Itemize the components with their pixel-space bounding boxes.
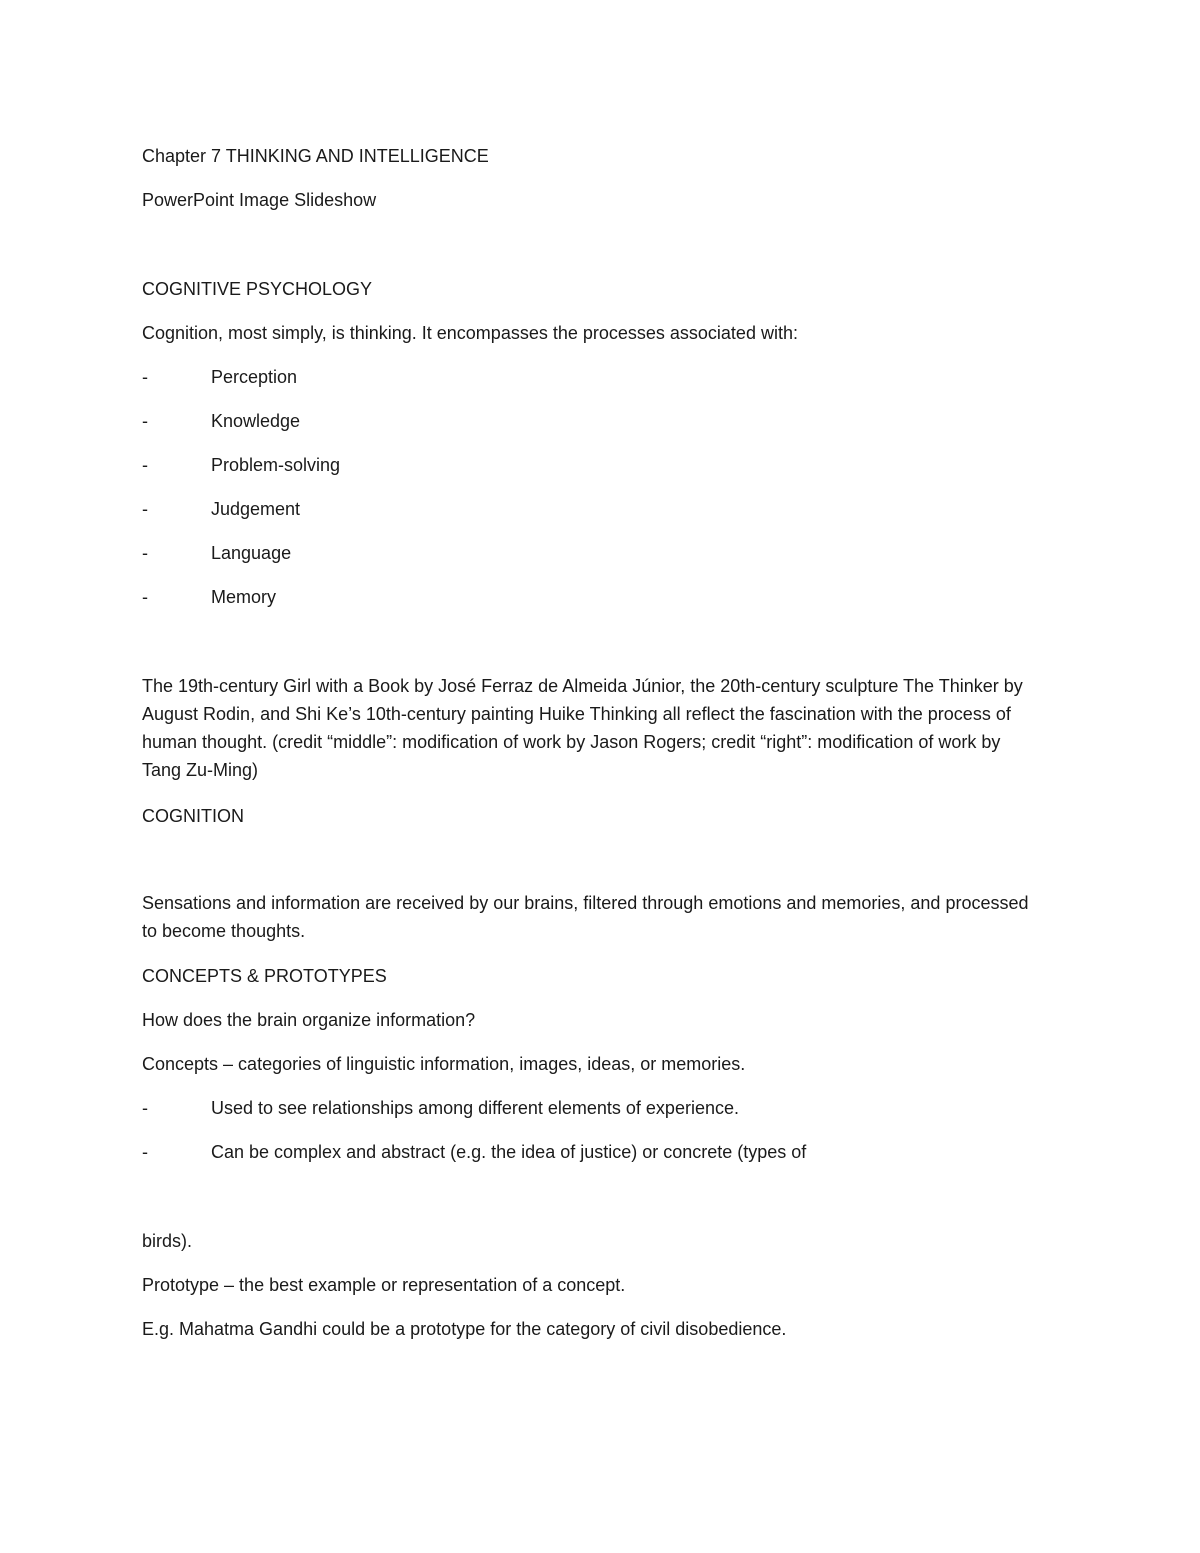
concepts-definition: Concepts – categories of linguistic information, images, ideas, or memories. [142,1054,746,1074]
list-item [142,539,291,567]
list-item-label: Memory [211,587,277,607]
list-item [142,1138,806,1166]
list-item-label: Problem-solving [211,455,341,475]
list-item-label: Knowledge [211,411,301,431]
prototype-example: E.g. Mahatma Gandhi could be a prototype for the category of civil disobedience. [142,1319,787,1339]
bullet-dash: - [142,367,148,387]
list-item [142,407,300,435]
bullet-dash: - [142,543,148,563]
list-item [142,583,276,611]
list-item-label: Perception [211,367,298,387]
organize-question: How does the brain organize information? [142,1010,476,1030]
prototype-definition: Prototype – the best example or representation of a concept. [142,1275,626,1295]
subtitle: PowerPoint Image Slideshow [142,190,377,210]
section-heading-cognitive-psychology: COGNITIVE PSYCHOLOGY [142,279,373,299]
list-item-label: Judgement [211,499,301,519]
list-item [142,451,340,479]
bullet-dash: - [142,499,148,519]
bullet-dash: - [142,455,148,475]
list-item-label: Language [211,543,292,563]
cognition-intro: Cognition, most simply, is thinking. It encompasses the processes associated with: [142,323,798,343]
list-item [142,1094,739,1122]
list-item [142,495,300,523]
list-item [142,363,297,391]
bullet-dash: - [142,1098,148,1118]
list-item-label: Can be complex and abstract (e.g. the idea of justice) or concrete (types of [211,1142,807,1162]
list-item-label: Used to see relationships among different elements of experience. [211,1098,739,1118]
section-heading-cognition: COGNITION [142,806,244,826]
bullet-dash: - [142,411,148,431]
cognition-paragraph: Sensations and information are received by our brains, filtered through emotions and memories, and processed to become thoughts. [142,893,1029,941]
bullet-dash: - [142,1142,148,1162]
bullet-continuation: birds). [142,1231,193,1251]
bullet-dash: - [142,587,148,607]
image-caption-paragraph: The 19th-century Girl with a Book by José Ferraz de Almeida Júnior, the 20th-century sculpture The Thinker by August Rodin, and Shi Ke’s 10th-century painting Huike Thinking all reflect the fascination with the process of human thought. (credit “middle”: modification of work by Jason Rogers; credit “right”: modification of work by Tang Zu-Ming) [142,676,1023,780]
section-heading-concepts-prototypes: CONCEPTS & PROTOTYPES [142,966,387,986]
chapter-title: Chapter 7 THINKING AND INTELLIGENCE [142,146,489,166]
